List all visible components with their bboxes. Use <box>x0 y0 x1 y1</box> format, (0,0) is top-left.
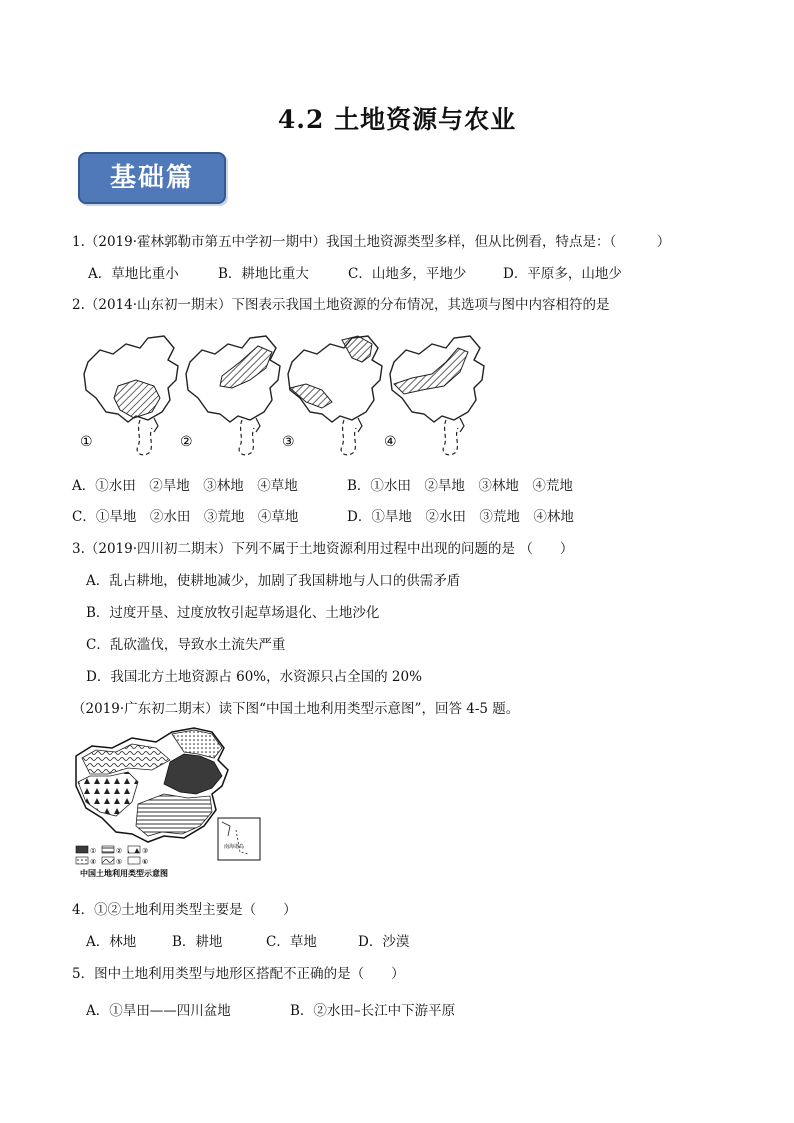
map-caption: 中国土地利用类型示意图 <box>80 868 168 878</box>
question-4-option-a: A．林地 <box>86 934 137 950</box>
legend-3: ③ <box>142 847 149 855</box>
question-5-stem: 5．图中土地利用类型与地形区搭配不正确的是（ ） <box>72 966 405 982</box>
question-1-option-b: B．耕地比重大 <box>218 266 309 282</box>
question-1-stem: 1.（2019·霍林郭勒市第五中学初一期中）我国土地资源类型多样，但从比例看，特点是：（ ） <box>72 234 671 250</box>
question-2-option-b: B．①水田 ②旱地 ③林地 ④荒地 <box>347 478 573 494</box>
question-1-option-c: C．山地多，平地少 <box>348 266 467 282</box>
question-1-option-a: A．草地比重小 <box>88 266 179 282</box>
map-1 <box>84 336 178 455</box>
question-3-option-b: B．过度开垦、过度放牧引起草场退化、土地沙化 <box>86 605 380 621</box>
page-title: 4.2 土地资源与农业 <box>277 105 517 134</box>
group-intro: （2019·广东初二期末）读下图“中国土地利用类型示意图”，回答 4-5 题。 <box>72 701 520 717</box>
question-3-option-a: A．乱占耕地，使耕地减少，加剧了我国耕地与人口的供需矛盾 <box>86 573 461 589</box>
question-4-option-d: D．沙漠 <box>358 934 410 950</box>
legend-6: ⑥ <box>142 858 149 866</box>
map-2 <box>186 336 280 455</box>
south-china-sea-inset <box>218 818 260 860</box>
question-4-stem: 4．①②土地利用类型主要是（ ） <box>72 902 297 918</box>
question-4-option-c: C．草地 <box>266 934 317 950</box>
map-legend <box>76 846 148 866</box>
question-3-option-c: C．乱砍滥伐，导致水土流失严重 <box>86 637 286 653</box>
section-badge: 基础篇 <box>78 152 226 204</box>
inset-label: 南海诸岛 <box>224 844 245 850</box>
map-3-label: ③ <box>282 434 295 450</box>
question-3-stem: 3.（2019·四川初二期末）下列不属于土地资源利用过程中出现的问题的是 （ ） <box>72 541 574 557</box>
legend-2: ② <box>116 847 123 855</box>
question-2-option-a: A．①水田 ②旱地 ③林地 ④草地 <box>72 478 298 494</box>
map-3 <box>288 336 382 455</box>
question-2-option-c: C．①旱地 ②水田 ③荒地 ④草地 <box>72 509 299 525</box>
question-5-option-a: A．①旱田——四川盆地 <box>86 1003 231 1019</box>
map-1-label: ① <box>80 434 93 450</box>
map-2-label: ② <box>180 434 193 450</box>
question-2-option-d: D．①旱地 ②水田 ③荒地 ④林地 <box>347 509 574 525</box>
land-distribution-maps <box>70 328 490 458</box>
legend-4: ④ <box>90 858 97 866</box>
map-4 <box>390 336 484 455</box>
question-1-option-d: D．平原多，山地少 <box>503 266 622 282</box>
question-2-stem: 2.（2014·山东初一期末）下图表示我国土地资源的分布情况，其选项与图中内容相符的是 <box>72 297 610 313</box>
legend-5: ⑤ <box>116 858 123 866</box>
question-5-option-b: B．②水田–长江中下游平原 <box>290 1003 456 1019</box>
question-4-option-b: B．耕地 <box>172 934 223 950</box>
question-3-option-d: D．我国北方土地资源占 60%，水资源只占全国的 20% <box>86 669 422 685</box>
legend-1: ① <box>90 847 97 855</box>
map-4-label: ④ <box>384 434 397 450</box>
land-use-map <box>72 726 264 878</box>
